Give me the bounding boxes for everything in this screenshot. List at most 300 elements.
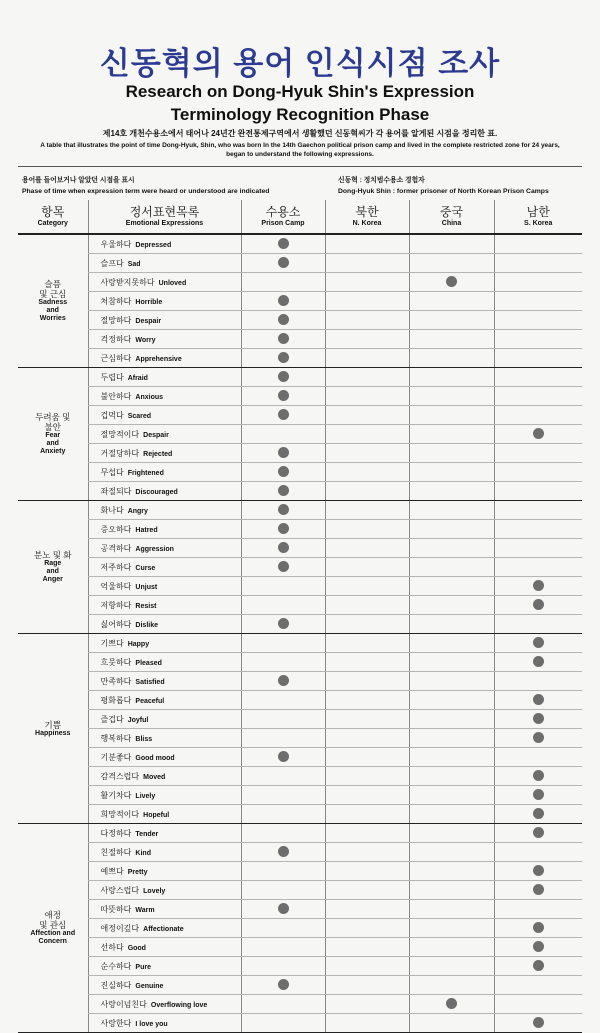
- phase-cell-prison-camp: [241, 938, 325, 957]
- phase-cell-south-korea: [494, 368, 582, 387]
- recognition-dot-marker: [533, 580, 544, 591]
- table-row: [18, 368, 582, 387]
- recognition-dot-marker: [278, 846, 289, 857]
- column-header-ko: 수용소: [265, 204, 301, 219]
- title-korean: 신동혁의 용어 인식시점 조사: [99, 46, 501, 81]
- expression-en: Depressed: [135, 241, 172, 249]
- phase-cell-china: [409, 729, 494, 748]
- expression-ko: 사랑한다: [100, 1018, 132, 1028]
- recognition-dot-marker: [533, 827, 544, 838]
- phase-cell-china: [409, 938, 494, 957]
- expression-ko: 저항하다: [100, 600, 132, 610]
- expression-en: Kind: [135, 849, 151, 857]
- phase-cell-prison-camp: [241, 292, 325, 311]
- expression-ko: 두렵다: [100, 372, 124, 382]
- table-row: [18, 273, 582, 292]
- recognition-dot-marker: [533, 941, 544, 952]
- table-row: [18, 387, 582, 406]
- category-label-ko: 기쁨: [44, 719, 61, 730]
- expression-cell: [88, 311, 241, 330]
- expression-cell: [88, 463, 241, 482]
- phase-cell-china: [409, 501, 494, 520]
- expression-cell: [88, 862, 241, 881]
- recognition-dot-marker: [278, 523, 289, 534]
- phase-cell-prison-camp: [241, 976, 325, 995]
- table-row: [18, 805, 582, 824]
- table-row: [18, 729, 582, 748]
- expression-en: Curse: [135, 564, 156, 572]
- phase-cell-north-korea: [325, 748, 409, 767]
- column-header-category: [18, 200, 88, 234]
- expression-cell: [88, 843, 241, 862]
- expression-en: Good mood: [135, 754, 175, 762]
- phase-cell-south-korea: [494, 957, 582, 976]
- category-label-en: Rage and Anger: [42, 560, 63, 583]
- phase-cell-prison-camp: [241, 254, 325, 273]
- phase-cell-north-korea: [325, 691, 409, 710]
- phase-cell-china: [409, 862, 494, 881]
- expression-ko: 기분좋다: [100, 752, 132, 762]
- expression-ko: 우울하다: [100, 239, 132, 249]
- phase-cell-china: [409, 748, 494, 767]
- phase-cell-prison-camp: [241, 919, 325, 938]
- phase-cell-south-korea: [494, 862, 582, 881]
- phase-cell-south-korea: [494, 444, 582, 463]
- expression-ko: 거절당하다: [100, 448, 140, 458]
- expression-en: Horrible: [135, 298, 163, 306]
- phase-cell-china: [409, 539, 494, 558]
- recognition-table: [18, 200, 582, 1033]
- expression-cell: [88, 273, 241, 292]
- phase-cell-china: [409, 425, 494, 444]
- phase-cell-prison-camp: [241, 1014, 325, 1033]
- phase-cell-south-korea: [494, 976, 582, 995]
- category-cell: [18, 368, 88, 501]
- expression-cell: [88, 501, 241, 520]
- column-header-en: China: [441, 219, 462, 227]
- expression-ko: 사랑스럽다: [100, 885, 140, 895]
- phase-cell-prison-camp: [241, 558, 325, 577]
- expression-cell: [88, 995, 241, 1014]
- phase-cell-north-korea: [325, 653, 409, 672]
- expression-ko: 싫어하다: [100, 619, 132, 629]
- phase-cell-prison-camp: [241, 786, 325, 805]
- table-row: [18, 748, 582, 767]
- phase-cell-china: [409, 634, 494, 653]
- phase-cell-china: [409, 330, 494, 349]
- table-row: [18, 596, 582, 615]
- phase-cell-north-korea: [325, 729, 409, 748]
- expression-en: Dislike: [135, 621, 158, 629]
- table-row: [18, 900, 582, 919]
- expression-en: Unjust: [135, 583, 158, 591]
- column-header-expressions: [88, 200, 241, 234]
- phase-cell-prison-camp: [241, 767, 325, 786]
- expression-cell: [88, 767, 241, 786]
- phase-cell-south-korea: [494, 634, 582, 653]
- phase-cell-south-korea: [494, 425, 582, 444]
- phase-cell-china: [409, 234, 494, 254]
- legend-left-korean: 용어를 들어보거나 알았던 시점을 표시: [22, 177, 135, 184]
- expression-en: I love you: [135, 1020, 168, 1028]
- phase-cell-china: [409, 558, 494, 577]
- phase-cell-north-korea: [325, 577, 409, 596]
- recognition-dot-marker: [278, 751, 289, 762]
- phase-cell-china: [409, 463, 494, 482]
- phase-cell-china: [409, 273, 494, 292]
- recognition-dot-marker: [278, 903, 289, 914]
- phase-cell-prison-camp: [241, 615, 325, 634]
- table-row: [18, 615, 582, 634]
- phase-cell-south-korea: [494, 824, 582, 843]
- expression-ko: 화나다: [100, 505, 124, 515]
- recognition-dot-marker: [533, 808, 544, 819]
- expression-cell: [88, 748, 241, 767]
- column-header-en: Prison Camp: [261, 219, 305, 227]
- expression-cell: [88, 558, 241, 577]
- expression-ko: 흐뭇하다: [100, 657, 132, 667]
- column-header-china: [409, 200, 494, 234]
- phase-cell-china: [409, 767, 494, 786]
- phase-cell-north-korea: [325, 558, 409, 577]
- expression-cell: [88, 444, 241, 463]
- phase-cell-north-korea: [325, 463, 409, 482]
- phase-cell-south-korea: [494, 482, 582, 501]
- phase-cell-south-korea: [494, 520, 582, 539]
- phase-cell-north-korea: [325, 425, 409, 444]
- table-row: [18, 767, 582, 786]
- phase-cell-north-korea: [325, 976, 409, 995]
- phase-cell-prison-camp: [241, 463, 325, 482]
- expression-en: Moved: [143, 773, 166, 781]
- table-row: [18, 1014, 582, 1033]
- phase-cell-south-korea: [494, 767, 582, 786]
- expression-ko: 다정하다: [100, 828, 132, 838]
- expression-en: Aggression: [135, 545, 174, 553]
- phase-cell-north-korea: [325, 482, 409, 501]
- phase-cell-south-korea: [494, 672, 582, 691]
- expression-cell: [88, 729, 241, 748]
- table-row: [18, 520, 582, 539]
- expression-ko: 선하다: [100, 942, 124, 952]
- phase-cell-north-korea: [325, 900, 409, 919]
- table-row: [18, 501, 582, 520]
- table-row: [18, 634, 582, 653]
- recognition-dot-marker: [278, 504, 289, 515]
- table-row: [18, 349, 582, 368]
- expression-en: Unloved: [158, 279, 187, 287]
- phase-cell-north-korea: [325, 406, 409, 425]
- phase-cell-prison-camp: [241, 330, 325, 349]
- recognition-dot-marker: [533, 865, 544, 876]
- recognition-dot-marker: [533, 599, 544, 610]
- expression-en: Genuine: [135, 982, 164, 990]
- phase-cell-prison-camp: [241, 824, 325, 843]
- phase-cell-china: [409, 824, 494, 843]
- title-english: [0, 80, 600, 126]
- table-row: [18, 463, 582, 482]
- phase-cell-south-korea: [494, 539, 582, 558]
- phase-cell-china: [409, 596, 494, 615]
- phase-cell-north-korea: [325, 786, 409, 805]
- table-row: [18, 653, 582, 672]
- legend-right: [338, 175, 549, 197]
- phase-cell-south-korea: [494, 843, 582, 862]
- recognition-dot-marker: [278, 485, 289, 496]
- recognition-dot-marker: [278, 314, 289, 325]
- phase-cell-south-korea: [494, 463, 582, 482]
- table-header-row: [18, 200, 582, 234]
- phase-cell-prison-camp: [241, 539, 325, 558]
- phase-cell-north-korea: [325, 254, 409, 273]
- recognition-dot-marker: [533, 637, 544, 648]
- expression-ko: 증오하다: [100, 524, 132, 534]
- column-header-north-korea: [325, 200, 409, 234]
- table-row: [18, 330, 582, 349]
- phase-cell-china: [409, 957, 494, 976]
- phase-cell-south-korea: [494, 919, 582, 938]
- phase-cell-north-korea: [325, 539, 409, 558]
- recognition-dot-marker: [278, 371, 289, 382]
- phase-cell-south-korea: [494, 1014, 582, 1033]
- phase-cell-prison-camp: [241, 653, 325, 672]
- phase-cell-prison-camp: [241, 349, 325, 368]
- phase-cell-prison-camp: [241, 520, 325, 539]
- phase-cell-north-korea: [325, 938, 409, 957]
- legend-left-english: Phase of time when expression term were heard or understood are indicated: [22, 188, 270, 195]
- table-row: [18, 824, 582, 843]
- table-row: [18, 577, 582, 596]
- expression-en: Satisfied: [135, 678, 165, 686]
- recognition-dot-marker: [278, 466, 289, 477]
- expression-en: Angry: [127, 507, 148, 515]
- expression-cell: [88, 349, 241, 368]
- category-cell: [18, 234, 88, 368]
- recognition-dot-marker: [533, 428, 544, 439]
- expression-en: Sad: [127, 260, 141, 268]
- expression-ko: 겁먹다: [100, 410, 124, 420]
- phase-cell-north-korea: [325, 501, 409, 520]
- recognition-dot-marker: [278, 295, 289, 306]
- recognition-dot-marker: [278, 979, 289, 990]
- category-label-ko: 분노 및 화: [33, 550, 72, 560]
- category-label-ko: 슬픔 및 근심: [39, 279, 67, 299]
- phase-cell-north-korea: [325, 634, 409, 653]
- phase-cell-south-korea: [494, 234, 582, 254]
- expression-cell: [88, 938, 241, 957]
- recognition-dot-marker: [533, 694, 544, 705]
- expression-en: Affectionate: [143, 925, 184, 933]
- expression-en: Scared: [127, 412, 152, 420]
- expression-cell: [88, 900, 241, 919]
- phase-cell-prison-camp: [241, 900, 325, 919]
- phase-cell-china: [409, 387, 494, 406]
- phase-cell-china: [409, 653, 494, 672]
- phase-cell-south-korea: [494, 311, 582, 330]
- phase-cell-prison-camp: [241, 710, 325, 729]
- header-divider: [18, 166, 582, 167]
- expression-ko: 애정이깊다: [100, 923, 140, 933]
- description-english: A table that illustrates the point of time Dong-Hyuk, Shin, who was born In the 14th Gaechon political prison camp and lived in the complete restricted zone for 24 years, began to understand the following expressions.: [40, 142, 560, 158]
- recognition-dot-marker: [533, 884, 544, 895]
- table-row: [18, 406, 582, 425]
- phase-cell-china: [409, 672, 494, 691]
- recognition-dot-marker: [446, 998, 457, 1009]
- table-row: [18, 482, 582, 501]
- expression-en: Lively: [135, 792, 156, 800]
- table-row: [18, 957, 582, 976]
- expression-en: Frightened: [127, 469, 164, 477]
- expression-ko: 활기차다: [100, 790, 132, 800]
- category-label-en: Affection and Concern: [30, 930, 76, 945]
- phase-cell-china: [409, 805, 494, 824]
- expression-en: Peaceful: [135, 697, 165, 705]
- recognition-dot-marker: [278, 447, 289, 458]
- expression-ko: 슬프다: [100, 258, 124, 268]
- table-row: [18, 786, 582, 805]
- title-english-line2: Terminology Recognition Phase: [170, 105, 430, 124]
- expression-en: Hatred: [135, 526, 158, 534]
- column-header-en: Category: [37, 219, 68, 227]
- expression-ko: 처참하다: [100, 296, 132, 306]
- description-korean: 제14호 개천수용소에서 태어나 24년간 완전통제구역에서 생활했던 신동혁씨가 각 용어를 알게된 시점을 정리한 표.: [102, 129, 498, 138]
- phase-cell-south-korea: [494, 881, 582, 900]
- phase-cell-south-korea: [494, 805, 582, 824]
- recognition-dot-marker: [533, 960, 544, 971]
- recognition-dot-marker: [533, 656, 544, 667]
- expression-ko: 순수하다: [100, 961, 132, 971]
- phase-cell-north-korea: [325, 596, 409, 615]
- phase-cell-prison-camp: [241, 634, 325, 653]
- category-label-en: Fear and Anxiety: [40, 432, 66, 455]
- column-header-prison-camp: [241, 200, 325, 234]
- expression-en: Pleased: [135, 659, 162, 667]
- expression-cell: [88, 957, 241, 976]
- column-header-ko: 항목: [41, 204, 65, 219]
- phase-cell-south-korea: [494, 786, 582, 805]
- phase-cell-south-korea: [494, 995, 582, 1014]
- phase-cell-south-korea: [494, 748, 582, 767]
- phase-cell-south-korea: [494, 710, 582, 729]
- recognition-dot-marker: [278, 333, 289, 344]
- expression-en: Afraid: [127, 374, 148, 382]
- expression-ko: 억울하다: [100, 581, 132, 591]
- recognition-dot-marker: [278, 257, 289, 268]
- expression-ko: 근심하다: [100, 353, 132, 363]
- recognition-dot-marker: [533, 732, 544, 743]
- table-row: [18, 311, 582, 330]
- phase-cell-prison-camp: [241, 577, 325, 596]
- expression-en: Discouraged: [135, 488, 178, 496]
- phase-cell-north-korea: [325, 805, 409, 824]
- expression-en: Bliss: [135, 735, 153, 743]
- phase-cell-china: [409, 900, 494, 919]
- expression-cell: [88, 596, 241, 615]
- phase-cell-china: [409, 710, 494, 729]
- phase-cell-prison-camp: [241, 501, 325, 520]
- expression-ko: 절망적이다: [100, 429, 140, 439]
- expression-cell: [88, 292, 241, 311]
- phase-cell-south-korea: [494, 273, 582, 292]
- column-header-ko: 남한: [526, 204, 550, 219]
- phase-cell-prison-camp: [241, 482, 325, 501]
- expression-cell: [88, 615, 241, 634]
- phase-cell-north-korea: [325, 330, 409, 349]
- recognition-dot-marker: [278, 352, 289, 363]
- recognition-dot-marker: [278, 409, 289, 420]
- recognition-dot-marker: [446, 276, 457, 287]
- expression-ko: 공격하다: [100, 543, 132, 553]
- legend-left: [22, 175, 269, 197]
- phase-cell-china: [409, 520, 494, 539]
- table-row: [18, 919, 582, 938]
- expression-ko: 따뜻하다: [100, 904, 132, 914]
- expression-en: Anxious: [135, 393, 164, 401]
- category-cell: [18, 501, 88, 634]
- phase-cell-north-korea: [325, 273, 409, 292]
- expression-en: Rejected: [143, 450, 173, 458]
- expression-cell: [88, 919, 241, 938]
- table-row: [18, 710, 582, 729]
- table-body: [18, 234, 582, 1033]
- expression-ko: 저주하다: [100, 562, 132, 572]
- expression-cell: [88, 976, 241, 995]
- expression-cell: [88, 1014, 241, 1033]
- expression-cell: [88, 634, 241, 653]
- expression-cell: [88, 406, 241, 425]
- phase-cell-prison-camp: [241, 862, 325, 881]
- recognition-dot-marker: [533, 713, 544, 724]
- phase-cell-south-korea: [494, 330, 582, 349]
- recognition-dot-marker: [278, 542, 289, 553]
- column-header-ko: 북한: [355, 204, 379, 219]
- phase-cell-north-korea: [325, 520, 409, 539]
- expression-cell: [88, 539, 241, 558]
- phase-cell-north-korea: [325, 349, 409, 368]
- recognition-dot-marker: [533, 1017, 544, 1028]
- expression-ko: 진실하다: [100, 980, 132, 990]
- expression-ko: 사랑이넘친다: [100, 999, 147, 1009]
- phase-cell-china: [409, 976, 494, 995]
- category-label-en: Happiness: [35, 729, 71, 737]
- title-english-line1: Research on Dong-Hyuk Shin's Expression: [125, 82, 475, 101]
- table-row: [18, 254, 582, 273]
- expression-en: Worry: [135, 336, 156, 344]
- phase-cell-south-korea: [494, 254, 582, 273]
- expression-cell: [88, 881, 241, 900]
- phase-cell-north-korea: [325, 368, 409, 387]
- phase-cell-prison-camp: [241, 406, 325, 425]
- column-header-south-korea: [494, 200, 582, 234]
- expression-cell: [88, 425, 241, 444]
- phase-cell-china: [409, 368, 494, 387]
- expression-cell: [88, 368, 241, 387]
- table-row: [18, 691, 582, 710]
- table-row: [18, 292, 582, 311]
- phase-cell-prison-camp: [241, 387, 325, 406]
- phase-cell-china: [409, 406, 494, 425]
- expression-en: Tender: [135, 830, 159, 838]
- expression-cell: [88, 824, 241, 843]
- expression-ko: 평화롭다: [100, 695, 132, 705]
- expression-cell: [88, 482, 241, 501]
- phase-cell-china: [409, 1014, 494, 1033]
- phase-cell-prison-camp: [241, 881, 325, 900]
- table-row: [18, 938, 582, 957]
- column-header-ko: 정서표현목록: [129, 204, 200, 219]
- phase-cell-china: [409, 995, 494, 1014]
- expression-en: Joyful: [127, 716, 149, 724]
